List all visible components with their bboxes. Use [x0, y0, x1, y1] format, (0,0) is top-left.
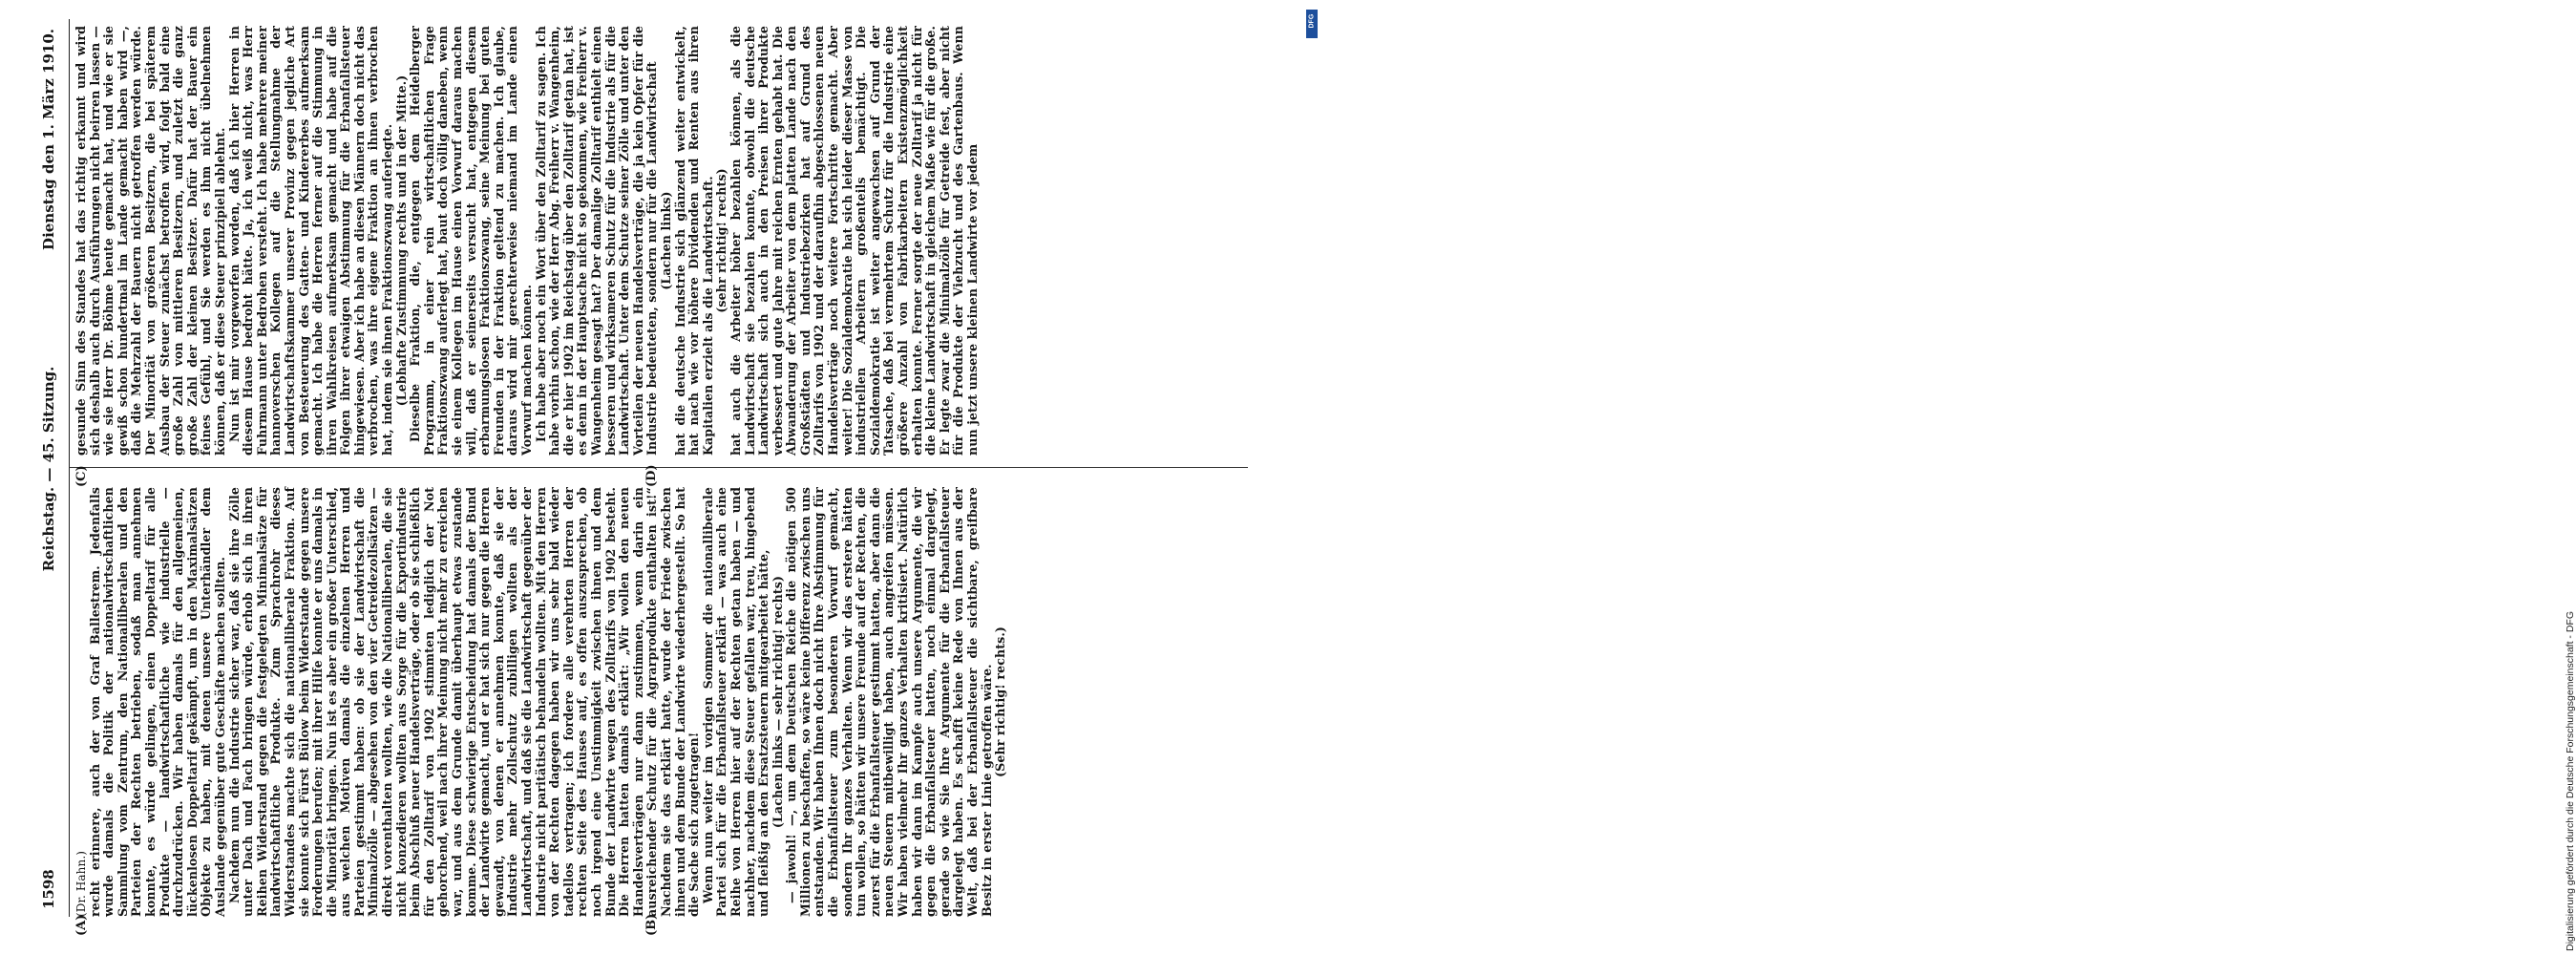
paragraph: — jawohl! —, um dem Deutschen Reiche die nötigen 500 Millionen zu beschaffen, so wäre keine Differenz zwischen uns entstanden. Wir haben Ihnen doch nicht Ihre Abstimmung für die Erbanfallsteuer zum besonderen Vorwurf gemacht, sondern Ihr ganzes Verhalten. Wenn wir das erstere hätten tun wollen, so hätten wir unsere Freunde auf der Rechten, die zuerst für die Erbanfallsteuer gestimmt hatten, aber dann die neuen Steuern mitbewilligt haben, auch angreifen müssen. Wir haben vielmehr Ihr ganzes Verhalten kritisiert. Natürlich haben wir dann im Kampfe auch unsere Argumente, die wir gegen die Erbanfallsteuer hatten, noch einmal dargelegt, gerade so wie Sie Ihre Argumente für die Erbanfallsteuer dargelegt haben. Es schafft keine Rede von Ihnen aus der Welt, daß bei der Erbanfallsteuer die sichtbare, greifbare Besitz in erster Linie getroffen wäre. — [784, 487, 994, 917]
paragraph: Wenn nun weiter im vorigen Sommer die nationalliberale Partei sich für die Erbanfallsteuer erklärt — was auch eine Reihe von Herren hier auf der Rechten getan haben — und nachher, nachdem diese Steuer gefallen war, treu, hingebend und fleißig an den Ersatzsteuern mitgearbeitet hätte, — [700, 487, 771, 917]
paragraph: Nun ist mir vorgeworfen worden, daß ich hier Herren in diesem Hause bedroht hätte. Ja, ich weiß nicht, was Herr Fuhrmann unter Bedrohen versteht. Ich habe mehrere meiner hannoverschen Kollegen auf die Stellungnahme der Landwirtschaftskammer unserer Provinz gegen jegliche Art von Besteuerung des Gatten- und Kindererbes aufmerksam gemacht. Ich habe die Herren ferner auf die Stimmung in ihren Wahlkreisen aufmerksam gemacht und habe auf die Folgen ihrer etwaigen Abstimmung für die Erbanfallsteuer hingewiesen. Aber ich habe an diesen Männern doch nicht das verbrochen, was ihre eigene Fraktion an ihnen verbrochen hat, indem sie ihnen Fraktionszwang auferlegte. — [226, 26, 395, 456]
margin-letter-d: (D) — [644, 464, 659, 487]
left-column — [74, 487, 1008, 917]
speaker-note: (Dr. Hahn.) — [74, 850, 88, 917]
header-rule — [69, 19, 70, 917]
paragraph: recht erinnere, auch der von Graf Ballestrem. Jedenfalls wurde damals die Politik der nationalwirtschaftlichen Sammlung vom Zentrum, den Nationalliberalen und den Parteien der Rechten betrieben, sodaß man annehmen konnte, es würde gelingen, einen Doppeltarif für alle Produkte — landwirtschaftliche wie industrielle — durchzudrücken. Wir haben damals für den allgemeinen, lückenlosen Doppeltarif gekämpft, um in den Maximalsätzen Objekte zu haben, mit denen unsere Unterhändler dem Auslande gegenüber gute Geschäfte machen sollten. — [87, 487, 227, 917]
margin-letter-b: (B) — [644, 913, 659, 936]
session-date: Dienstag den 1. März 1910. — [40, 29, 57, 250]
interjection: (Lachen links — sehr richtig! rechts) — [770, 575, 785, 829]
interjection: (sehr richtig! rechts) — [714, 168, 729, 313]
rotated-page — [0, 0, 1241, 955]
paragraph: Dieselbe Fraktion, die, entgegen dem Heidelberger Programm, in einer rein wirtschaftlichen Frage Fraktionszwang auferlegt hat, baut doch völlig daneben, wenn sie einem Kollegen im Hause einen Vorwurf daraus machen will, daß er seinerseits versucht hat, entgegen diesem erbarmungslosen Fraktionszwang, seine Meinung bei guten Freunden in der Fraktion geltend zu machen. Ich glaube, daraus wird mir gerechterweise niemand im Lande einen Vorwurf machen können. — [408, 26, 534, 456]
interjection: (Lebhafte Zustimmung rechts und in der Mitte.) — [393, 74, 409, 407]
dfg-logo — [1306, 10, 1318, 38]
paragraph: gesunde Sinn des Standes hat das richtig erkannt und wird sich deshalb auch durch Ausführungen nicht beirren lassen — wie sie Herr Dr. Böhme heute gemacht hat, und wie er sie gewiß schon hundertmal im Lande gemacht haben wird —, daß die Mehrzahl der Bauern nicht getroffen werden würde. Der Minorität von größeren Besitzern, die bei späterem Ausbau der Steuer zunächst betroffen wird, folgt bald eine große Zahl von mittleren Besitzern, und zuletzt die ganz große Zahl der kleinen Besitzer. Dafür hat der Bauer ein feines Gefühl, und Sie werden es ihm nicht übelnehmen können, daß er diese Steuer prinzipiell ablehnt. — [74, 26, 227, 456]
dfg-logo-text: DFG — [1308, 13, 1316, 29]
paragraph: Ich habe aber noch ein Wort über den Zolltarif zu sagen. Ich habe vorhin schon, wie der Herr Abg. Freiherr v. Wangenheim, die er hier 1902 im Reichstag über den Zolltarif getan hat, ist es denn in der Hauptsache nicht so gekommen, wie Freiherr v. Wangenheim gesagt hat? Der damalige Zolltarif enthielt einen besseren und wirksameren Schutz für die Industrie als für die Landwirtschaft. Unter dem Schutze seiner Zölle und unter den Vorteilen der neuen Handelsverträge, die ja kein Opfer für die Industrie bedeuteten, sondern nur für die Landwirtschaft — [533, 26, 660, 456]
page-number: 1598 — [40, 869, 57, 909]
margin-letter-c: (C) — [74, 465, 89, 487]
interjection: (Sehr richtig! rechts.) — [993, 626, 1008, 777]
digitization-note: Digitalisierung gefördert durch die Deutsche Forschungsgemeinschaft - DFG — [2565, 610, 2576, 951]
paragraph: hat die deutsche Industrie sich glänzend weiter entwickelt, hat nach wie vor höhere Dividenden und Renten aus ihren Kapitalien erzielt als die Landwirtschaft. — [672, 26, 715, 456]
session-title: Reichstag. — 45. Sitzung. — [40, 366, 57, 572]
page-header — [40, 29, 65, 909]
paragraph: Nachdem nun die Industrie sicher war, daß sie ihre Zölle unter Dach und Fach bringen würde, erhob sich in ihren Reihen Widerstand gegen die festgelegten Minimalsätze für landwirtschaftliche Produkte. Zum Sprachrohr dieses Widerstandes machte sich die nationalliberale Fraktion. Auf sie konnte sich Fürst Bülow beim Widerstande gegen unsere Forderungen berufen; mit ihrer Hilfe konnte er uns damals in die Minorität bringen. Nun ist es aber ein großer Unterschied, aus welchen Motiven damals die einzelnen Herren und Parteien gestimmt haben: ob sie der Landwirtschaft die Minimalzölle — abgesehen von den vier Getreidezollsätzen — direkt vorenthalten wollten, wie die Nationalliberalen, die sie nicht konzedieren wollten aus Sorge für die Exportindustrie beim Abschluß neuer Handelsverträge, oder ob sie schließlich für den Zolltarif von 1902 stimmten lediglich der Not gehorchend, weil nach ihrer Meinung nicht mehr zu erreichen war, und aus dem Grunde damit überhaupt etwas zustande komme. Diese schwierige Entscheidung hat damals der Bund der Landwirte gemacht, und er hat sich nur gegen die Herren gewandt, von denen er annehmen konnte, daß sie der Industrie mehr Zollschutz zubilligen wollten als der Landwirtschaft, und daß sie die Landwirtschaft gegenüber der Industrie nicht paritätisch behandeln wollten. Mit den Herren von der Rechten dagegen haben wir uns sehr bald wieder tadellos vertragen; ich fordere alle verehrten Herren der rechten Seite des Hauses auf, es offen auszusprechen, ob noch irgend eine Unstimmigkeit zwischen ihnen und dem Bunde der Landwirte wegen des Zolltarifs von 1902 besteht. Die Herren hatten damals erklärt: „Wir wollen den neuen Handelsverträgen nur dann zustimmen, wenn darin ein ausreichender Schutz für die Agrarprodukte enthalten ist!“ Nachdem sie das erklärt hatte, wurde der Friede zwischen ihnen und dem Bunde der Landwirte wiederhergestellt. So hat die Sache sich zugetragen! — [226, 487, 702, 917]
interjection: (Lachen links) — [658, 191, 673, 290]
margin-letter-a: (A) — [74, 914, 89, 936]
right-column — [74, 26, 981, 456]
paragraph: hat auch die Arbeiter höher bezahlen können, als die Landwirtschaft sie bezahlen konnte, obwohl die deutsche Landwirtschaft sich auch in den Preisen ihrer Produkte verbessert und gute Jahre mit reichen Ernten gehabt hat. Die Abwanderung der Arbeiter von dem platten Lande nach den Großstädten und Industriebezirken hat auf Grund des Zolltarifs von 1902 und der daraufhin abgeschlossenen neuen Handelsverträge noch weitere Fortschritte gemacht. Aber weiter! Die Sozialdemokratie hat sich leider dieser Masse von industriellen Arbeitern großenteils bemächtigt. Die Sozialdemokratie ist weiter angewachsen auf Grund der Tatsache, daß bei vermehrtem Schutz für die Industrie eine größere Anzahl von Fabrikarbeitern Existenzmöglichkeit erhalten konnte. Ferner sorgte der neue Zolltarif ja nicht für die kleine Landwirtschaft in gleichem Maße wie für die große. Er legte zwar die Minimalzölle für Getreide fest, aber nicht für die Produkte der Viehzucht und des Gartenbaus. Wenn nun jetzt unsere kleinen Landwirte vor jedem — [728, 26, 980, 456]
